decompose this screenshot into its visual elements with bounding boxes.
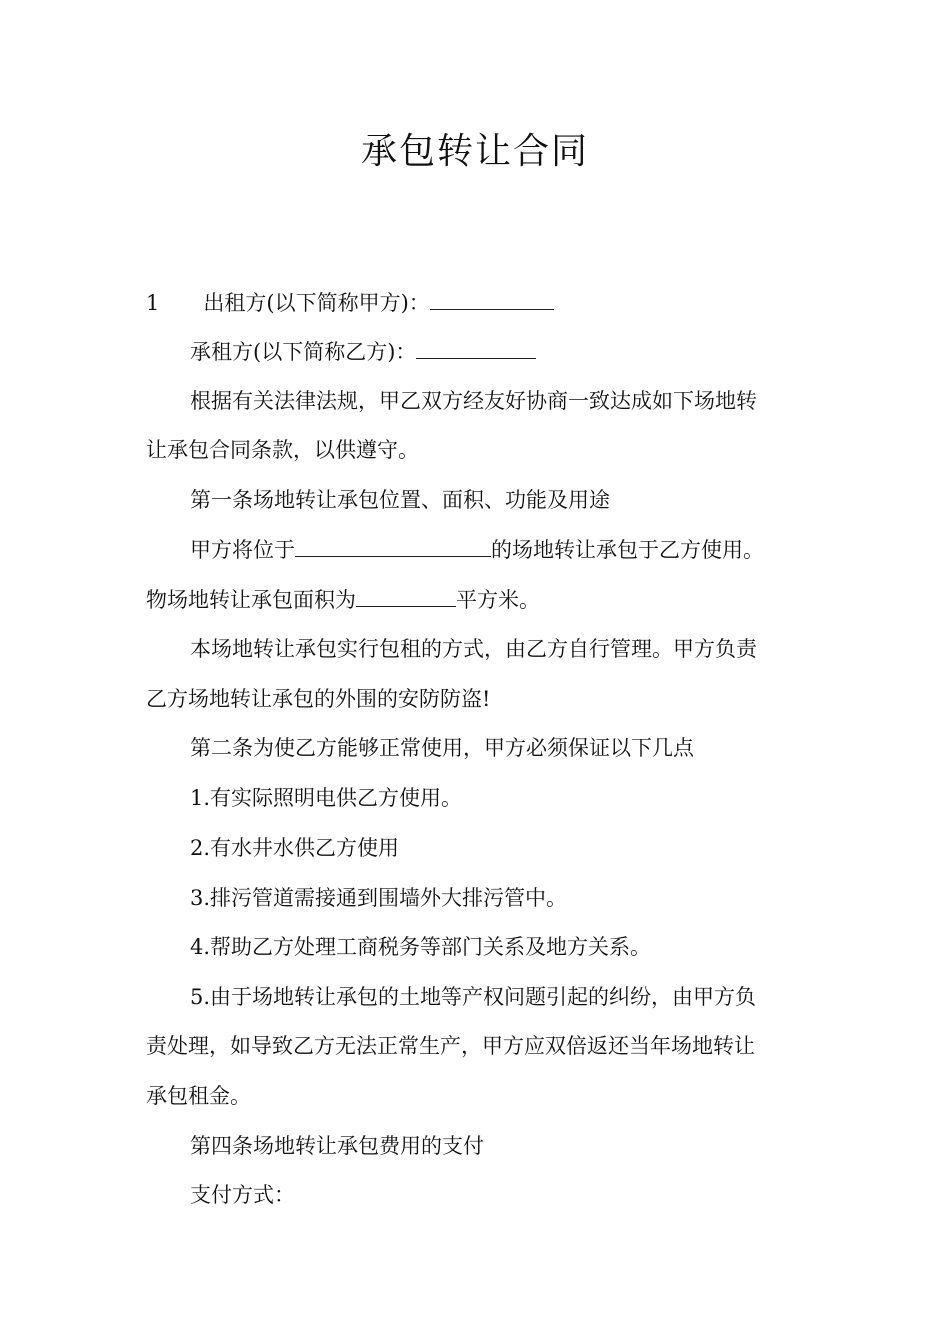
intro-line-2: 让承包合同条款，以供遵守。 xyxy=(146,438,419,462)
lessee-line xyxy=(190,337,536,367)
management-line-2: 乙方场地转让承包的外围的安防防盗! xyxy=(146,687,491,711)
lessor-number: 1 xyxy=(146,291,160,315)
lessor-line xyxy=(146,288,554,318)
location-line xyxy=(190,535,764,565)
list-item-3: 3.排污管道需接通到围墙外大排污管中。 xyxy=(190,886,568,910)
area-prefix: 物场地转让承包面积为 xyxy=(146,588,356,612)
list-item-1: 1.有实际照明电供乙方使用。 xyxy=(190,786,463,810)
area-line xyxy=(146,585,540,615)
lessor-label: 出租方(以下简称甲方)： xyxy=(203,291,430,315)
area-blank-field[interactable] xyxy=(356,586,456,607)
lessee-label: 承租方(以下简称乙方)： xyxy=(190,340,417,364)
article2-heading: 第二条为使乙方能够正常使用，甲方必须保证以下几点 xyxy=(190,736,694,760)
page-title: 承包转让合同 xyxy=(360,131,589,172)
article4-heading: 第四条场地转让承包费用的支付 xyxy=(190,1134,484,1158)
area-suffix: 平方米。 xyxy=(456,588,540,612)
list-item-2: 2.有水井水供乙方使用 xyxy=(190,836,400,860)
location-prefix: 甲方将位于 xyxy=(190,538,295,562)
article1-heading: 第一条场地转让承包位置、面积、功能及用途 xyxy=(190,488,610,512)
list-item-5-line-3: 承包租金。 xyxy=(146,1084,251,1108)
location-suffix: 的场地转让承包于乙方使用。 xyxy=(491,538,764,562)
list-item-5-line-1: 5.由于场地转让承包的土地等产权问题引起的纠纷，由甲方负 xyxy=(190,985,757,1009)
lessee-blank-field[interactable] xyxy=(416,338,536,359)
location-blank-field[interactable] xyxy=(295,536,491,557)
management-line-1: 本场地转让承包实行包租的方式，由乙方自行管理。甲方负责 xyxy=(190,637,757,661)
intro-line-1: 根据有关法律法规，甲乙双方经友好协商一致达成如下场地转 xyxy=(190,389,757,413)
payment-method-label: 支付方式： xyxy=(190,1183,295,1207)
list-item-5-line-2: 责处理，如导致乙方无法正常生产，甲方应双倍返还当年场地转让 xyxy=(146,1034,755,1058)
list-item-4: 4.帮助乙方处理工商税务等部门关系及地方关系。 xyxy=(190,935,652,959)
lessor-blank-field[interactable] xyxy=(430,289,554,310)
